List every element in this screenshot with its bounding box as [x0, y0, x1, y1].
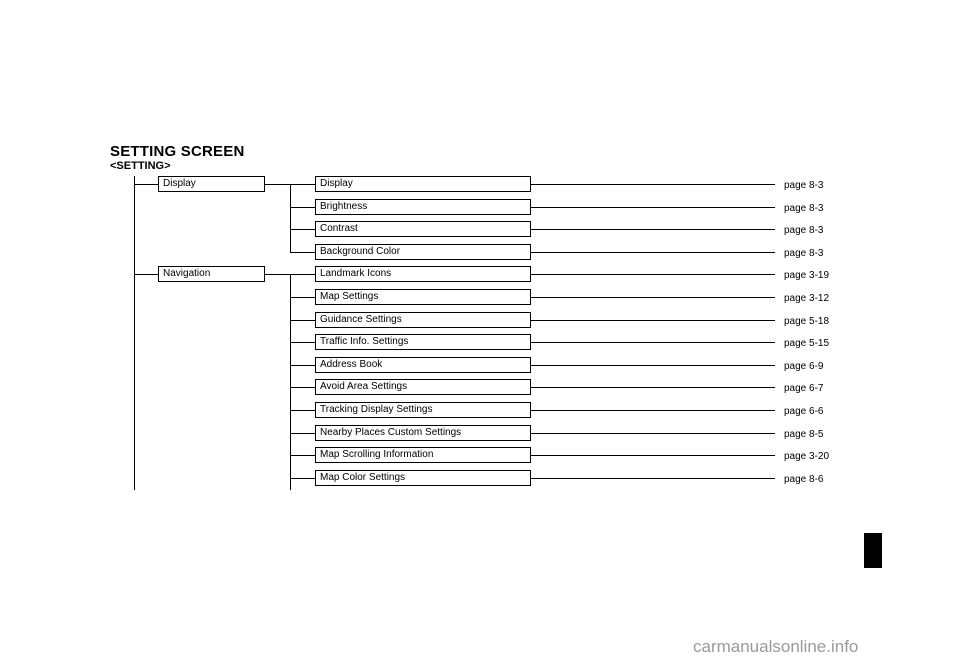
tree-connector — [290, 320, 315, 321]
tree-connector — [290, 229, 315, 230]
page-reference: page 8-3 — [784, 180, 824, 191]
tree-trunk — [290, 274, 291, 490]
leader-line — [531, 433, 775, 434]
setting-item-box: Contrast — [315, 221, 531, 237]
tree-connector — [290, 455, 315, 456]
page-reference: page 8-6 — [784, 474, 824, 485]
setting-item-box: Landmark Icons — [315, 266, 531, 282]
leader-line — [531, 455, 775, 456]
leader-line — [531, 387, 775, 388]
page-reference: page 8-3 — [784, 248, 824, 259]
leader-line — [531, 274, 775, 275]
section-subtitle: <SETTING> — [110, 160, 171, 172]
tree-connector — [134, 274, 158, 275]
tree-trunk — [290, 184, 291, 252]
leader-line — [531, 207, 775, 208]
leader-line — [531, 478, 775, 479]
leader-line — [531, 229, 775, 230]
page-reference: page 6-7 — [784, 383, 824, 394]
page-reference: page 5-15 — [784, 338, 830, 349]
setting-item-box: Nearby Places Custom Settings — [315, 425, 531, 441]
leader-line — [531, 365, 775, 366]
category-box: Navigation — [158, 266, 265, 282]
tree-connector — [290, 342, 315, 343]
tree-connector — [290, 365, 315, 366]
setting-item-box: Display — [315, 176, 531, 192]
setting-item-box: Traffic Info. Settings — [315, 334, 531, 350]
page-reference: page 3-20 — [784, 451, 830, 462]
tree-connector — [290, 410, 315, 411]
page-reference: page 6-6 — [784, 406, 824, 417]
setting-item-box: Background Color — [315, 244, 531, 260]
tree-connector — [134, 184, 158, 185]
tree-connector — [290, 252, 315, 253]
page-reference: page 6-9 — [784, 361, 824, 372]
setting-item-box: Tracking Display Settings — [315, 402, 531, 418]
setting-item-box: Brightness — [315, 199, 531, 215]
section-title: SETTING SCREEN — [110, 143, 245, 160]
tree-connector — [290, 297, 315, 298]
tree-trunk — [134, 176, 135, 490]
setting-item-box: Avoid Area Settings — [315, 379, 531, 395]
tree-connector — [290, 433, 315, 434]
category-box: Display — [158, 176, 265, 192]
leader-line — [531, 184, 775, 185]
page-reference: page 3-19 — [784, 270, 830, 281]
setting-item-box: Map Color Settings — [315, 470, 531, 486]
leader-line — [531, 342, 775, 343]
setting-item-box: Guidance Settings — [315, 312, 531, 328]
page-reference: page 8-5 — [784, 429, 824, 440]
page-reference: page 3-12 — [784, 293, 830, 304]
setting-item-box: Map Settings — [315, 289, 531, 305]
page-reference: page 8-3 — [784, 225, 824, 236]
tree-connector — [290, 207, 315, 208]
setting-item-box: Address Book — [315, 357, 531, 373]
setting-item-box: Map Scrolling Information — [315, 447, 531, 463]
page-reference: page 5-18 — [784, 316, 830, 327]
tree-connector — [290, 478, 315, 479]
page-reference: page 8-3 — [784, 203, 824, 214]
chapter-tab-marker — [864, 533, 882, 568]
leader-line — [531, 252, 775, 253]
leader-line — [531, 410, 775, 411]
watermark-text: carmanualsonline.info — [693, 637, 859, 656]
tree-connector — [290, 387, 315, 388]
leader-line — [531, 320, 775, 321]
leader-line — [531, 297, 775, 298]
